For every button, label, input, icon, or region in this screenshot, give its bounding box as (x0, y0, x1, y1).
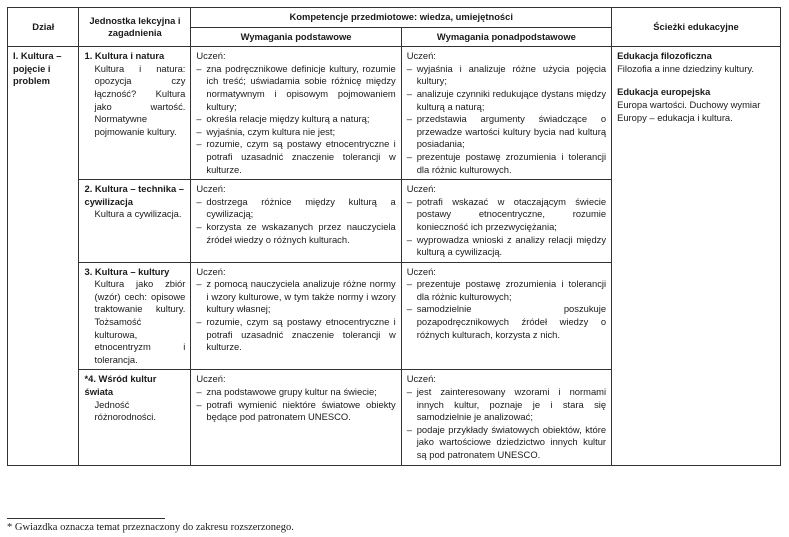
basic-requirements-cell (191, 370, 401, 465)
requirement-item: – potrafi wymienić niektóre światowe obiekty będące pod patronatem UNESCO. (196, 399, 395, 424)
unit-title: 2. Kultura – technika – cywilizacja (84, 183, 184, 207)
extended-requirements-cell (401, 262, 611, 370)
student-label: Uczeń: (196, 373, 226, 385)
header-jednostka: Jednostka lekcyjna i zagadnienia (79, 8, 191, 47)
extended-requirements-list (407, 196, 606, 259)
requirement-item: – analizuje czynniki redukujące dystans między kulturą a naturą; (407, 88, 606, 113)
extended-requirements-cell (401, 180, 611, 263)
educational-paths-cell (612, 47, 781, 465)
unit-cell (79, 370, 191, 465)
section-title: I. Kultura – pojęcie i problem (13, 50, 62, 87)
student-label: Uczeń: (406, 373, 436, 385)
extended-requirements-cell (401, 370, 611, 465)
student-label: Uczeń: (196, 50, 226, 62)
requirement-item: – podaje przykłady światowych obiektów, które jako wartościowe dziedzictwo innych kultur są pod patronatem UNESCO. (407, 424, 606, 462)
unit-row (8, 47, 781, 180)
basic-requirements-list (196, 278, 395, 354)
educational-path-text: Europa wartości. Duchowy wymiar Europy – edukacja i kultura. (617, 98, 761, 123)
educational-path-text: Filozofia a inne dziedziny kultury. (617, 62, 754, 74)
requirement-item: – z pomocą nauczyciela analizuje różne normy i wzory kulturowe, w tym także normy i wzory kultury własnej; (196, 278, 395, 316)
unit-cell (79, 262, 191, 370)
curriculum-table (7, 7, 781, 466)
basic-requirements-list (196, 386, 395, 424)
extended-requirements-list (407, 63, 606, 176)
unit-title: 1. Kultura i natura (84, 50, 165, 62)
basic-requirements-cell (191, 47, 401, 180)
unit-cell (79, 47, 191, 180)
extended-requirements-list (407, 386, 606, 462)
unit-topics: Kultura i natura: opozycja czy łączność? Kultura jako wartość. Normatywne pojmowanie kultury. (94, 62, 186, 137)
student-label: Uczeń: (196, 265, 226, 277)
unit-topics: Kultura a cywilizacja. (94, 208, 182, 220)
header-podstawowe: Wymagania podstawowe (191, 27, 401, 47)
requirement-item: – zna podstawowe grupy kultur na świecie; (196, 386, 395, 399)
basic-requirements-cell (191, 180, 401, 263)
unit-topics: Jedność różnorodności. (94, 398, 156, 423)
unit-title: *4. Wśród kultur świata (84, 373, 157, 398)
header-row-top (8, 8, 781, 28)
extended-requirements-list (407, 278, 606, 341)
unit-cell (79, 180, 191, 263)
footnote-divider (7, 518, 165, 519)
requirement-item: – wyprowadza wnioski z analizy relacji między kulturą a cywilizacją. (407, 234, 606, 259)
student-label: Uczeń: (196, 183, 226, 195)
requirement-item: – prezentuje postawę zrozumienia i tolerancji dla różnic kulturowych. (407, 151, 606, 176)
requirement-item: – rozumie, czym są postawy etnocentryczne i potrafi uzasadnić znaczenie tolerancji w kulturze. (196, 138, 395, 176)
requirement-item: – samodzielnie poszukuje pozapodręcznikowych źródeł wiedzy o różnych kulturach, korzysta z nich. (407, 303, 606, 341)
requirement-item: – zna podręcznikowe definicje kultury, rozumie ich treść; uświadamia sobie różnicę między normatywnym i opisowym pojmowaniem kultury; (196, 63, 395, 113)
requirement-item: – jest zainteresowany wzorami i normami innych kultur, poznaje je i stara się samodzielnie je analizować; (407, 386, 606, 424)
basic-requirements-cell (191, 262, 401, 370)
unit-title: 3. Kultura – kultury (84, 265, 170, 277)
footnote: * Gwiazdka oznacza temat przeznaczony do zakresu rozszerzonego. (7, 522, 294, 533)
header-dzial: Dział (8, 8, 79, 47)
educational-path (617, 50, 775, 75)
requirement-item: – prezentuje postawę zrozumienia i tolerancji dla różnic kulturowych; (407, 278, 606, 303)
requirement-item: – wyjaśnia, czym kultura nie jest; (196, 126, 395, 139)
basic-requirements-list (196, 63, 395, 176)
requirement-item: – określa relacje między kulturą a naturą; (196, 113, 395, 126)
requirement-item: – przedstawia argumenty świadczące o przewadze wartości kultury bycia nad kulturą posiadania; (407, 113, 606, 151)
educational-path-title: Edukacja filozoficzna (617, 50, 712, 62)
basic-requirements-list (196, 196, 395, 246)
student-label: Uczeń: (406, 50, 436, 62)
requirement-item: – wyjaśnia i analizuje różne użycia pojęcia kultury; (407, 63, 606, 88)
header-sciezki: Ścieżki edukacyjne (612, 8, 781, 47)
header-ponadpodstawowe: Wymagania ponadpodstawowe (401, 27, 611, 47)
educational-path-title: Edukacja europejska (617, 86, 711, 98)
section-cell (8, 47, 79, 465)
student-label: Uczeń: (406, 265, 436, 277)
student-label: Uczeń: (406, 183, 436, 195)
extended-requirements-cell (401, 47, 611, 180)
requirement-item: – korzysta ze wskazanych przez nauczyciela źródeł wiedzy o różnych kulturach. (196, 221, 395, 246)
unit-topics: Kultura jako zbiór (wzór) cech: opisowe traktowanie kultury. Tożsamość kulturowa, etnocentryzm i tolerancja. (94, 278, 186, 365)
requirement-item: – potrafi wskazać w otaczającym świecie postawy etnocentryczne, rozumie konieczność ich przezwyciężania; (407, 196, 606, 234)
header-kompetencje: Kompetencje przedmiotowe: wiedza, umiejętności (191, 8, 612, 28)
requirement-item: – dostrzega różnice między kulturą a cywilizacją; (196, 196, 395, 221)
educational-path (617, 86, 775, 124)
requirement-item: – rozumie, czym są postawy etnocentryczne i potrafi uzasadnić znaczenie tolerancji w kulturze. (196, 316, 395, 354)
